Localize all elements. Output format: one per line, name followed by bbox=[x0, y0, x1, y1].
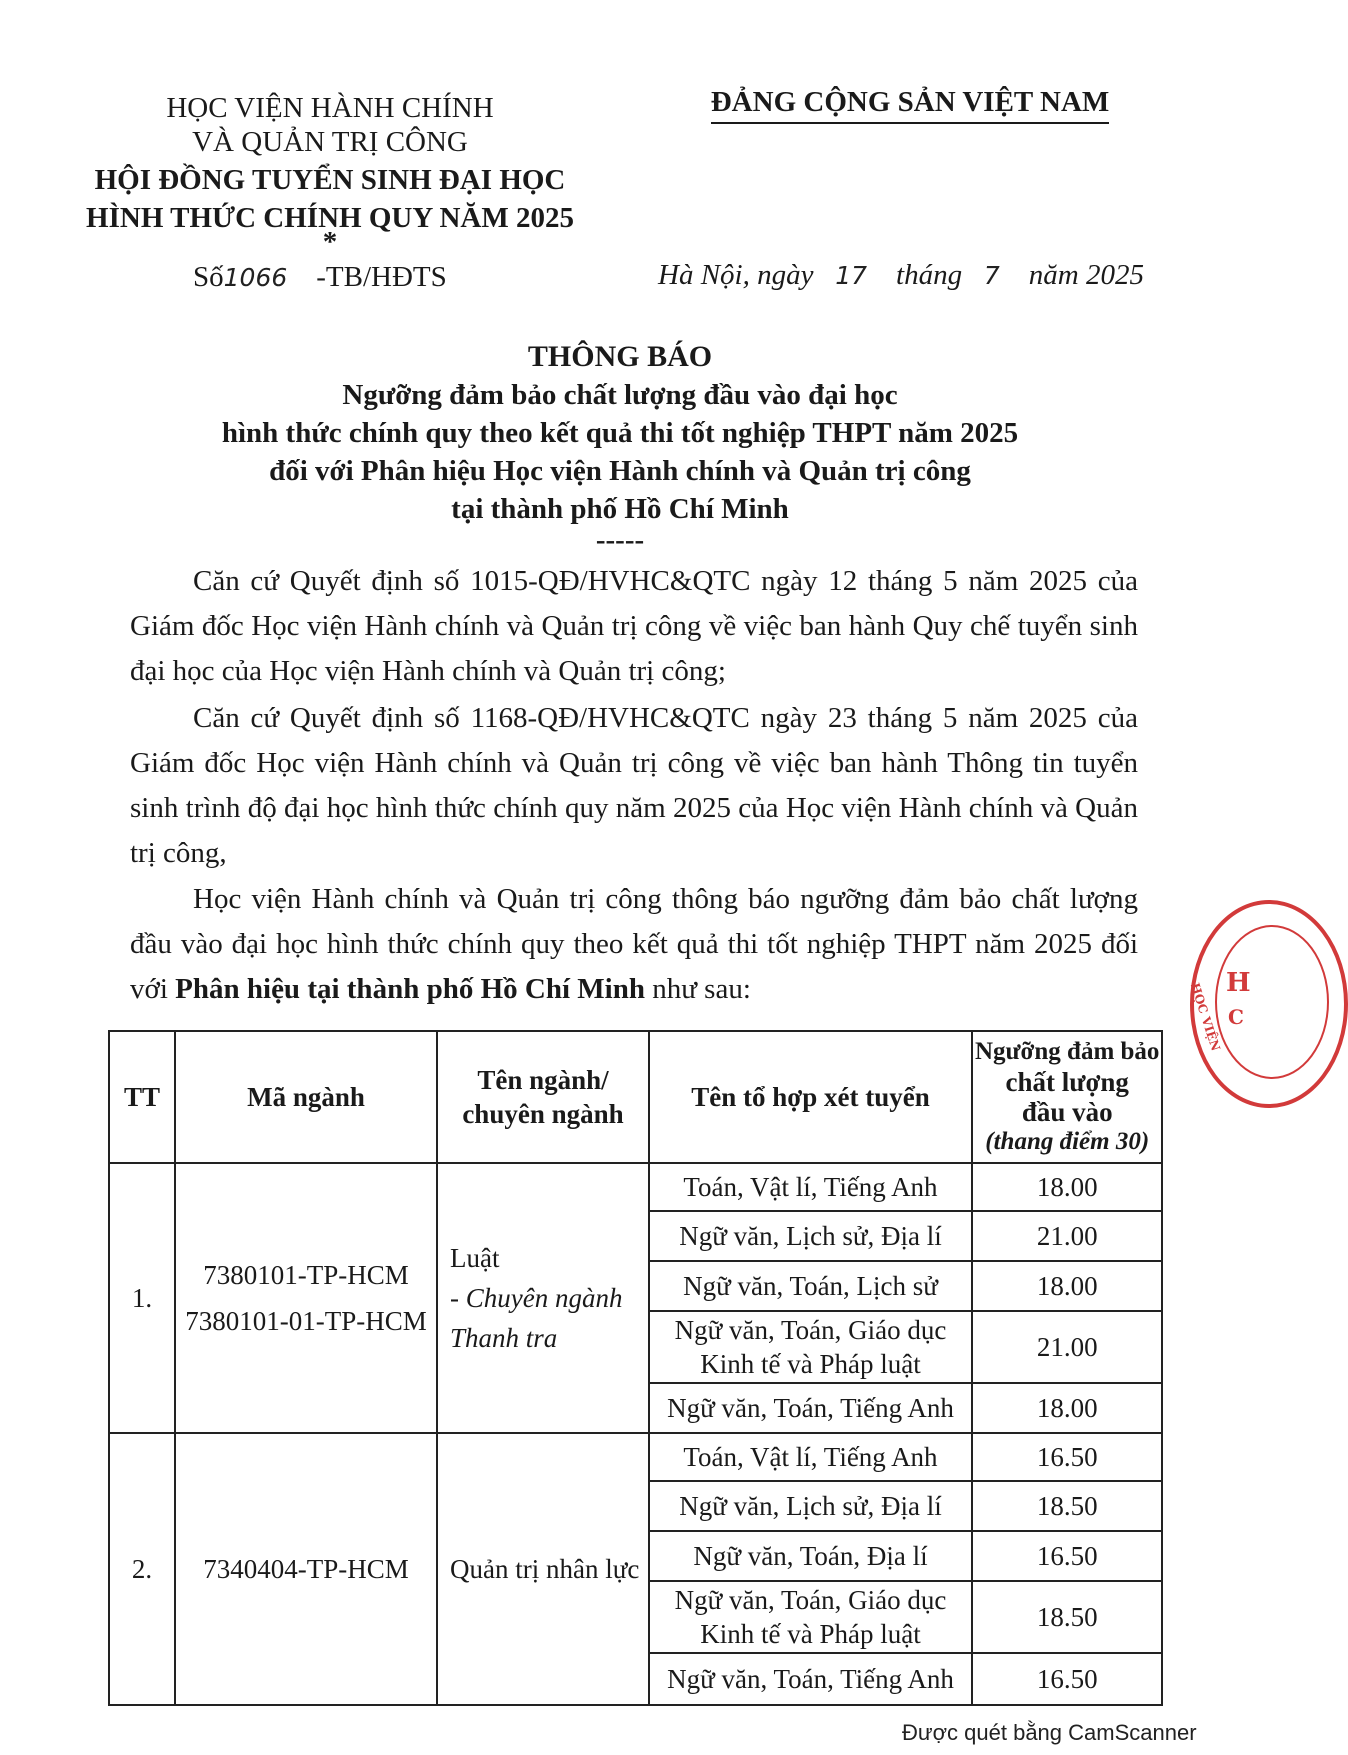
org-line-1: HỌC VIỆN HÀNH CHÍNH bbox=[166, 92, 494, 124]
date-line bbox=[658, 255, 1144, 296]
score-cell: 18.00 bbox=[972, 1163, 1162, 1211]
header-ma-nganh: Mã ngành bbox=[175, 1031, 437, 1163]
table-row bbox=[109, 1163, 1162, 1211]
group-1-name bbox=[437, 1163, 649, 1433]
combo-cell bbox=[649, 1581, 972, 1653]
notice-subtitle-3: đối với Phân hiệu Học viện Hành chính và Quản trị công bbox=[269, 455, 971, 487]
group-2-code: 7340404-TP-HCM bbox=[175, 1433, 437, 1705]
paragraph-3-end: như sau: bbox=[652, 973, 751, 1005]
header-ten-nganh bbox=[437, 1031, 649, 1163]
month-label: tháng bbox=[896, 259, 963, 291]
group-2-tt: 2. bbox=[109, 1433, 175, 1705]
paragraph-1-text: Căn cứ Quyết định số 1015-QĐ/HVHC&QTC ngày 12 tháng 5 năm 2025 của Giám đốc Học viện Hành chính và Quản trị công về việc ban hành Quy chế tuyển sinh đại học của Học viện Hành chính và Quản trị công; bbox=[130, 565, 1138, 687]
threshold-table bbox=[108, 1030, 1163, 1706]
group-1-name-sub-1: - Chuyên ngành bbox=[450, 1283, 623, 1313]
header-ten-nganh-1: Tên ngành/ bbox=[477, 1065, 609, 1095]
score-cell: 21.00 bbox=[972, 1311, 1162, 1383]
document-number bbox=[193, 257, 447, 298]
combo-cell: Ngữ văn, Toán, Lịch sử bbox=[649, 1261, 972, 1311]
seal-letter-c: C bbox=[1228, 1005, 1244, 1029]
so-prefix: Số bbox=[193, 261, 224, 293]
group-2-name: Quản trị nhân lực bbox=[437, 1433, 649, 1705]
notice-subtitle-2: hình thức chính quy theo kết quả thi tốt nghiệp THPT năm 2025 bbox=[221, 417, 1019, 449]
group-1-name-main: Luật bbox=[450, 1243, 500, 1273]
header-nguong-4: (thang điểm 30) bbox=[985, 1128, 1150, 1155]
council-line-2: HÌNH THỨC CHÍNH QUY NĂM 2025 bbox=[86, 202, 574, 234]
red-seal-inner-ring bbox=[1215, 925, 1329, 1079]
group-1-codes bbox=[175, 1163, 437, 1433]
paragraph-2 bbox=[130, 696, 1138, 876]
notice-subtitle-1: Ngưỡng đảm bảo chất lượng đầu vào đại học bbox=[342, 379, 898, 411]
combo-cell: Ngữ văn, Toán, Tiếng Anh bbox=[649, 1653, 972, 1705]
paragraph-2-text: Căn cứ Quyết định số 1168-QĐ/HVHC&QTC ngày 23 tháng 5 năm 2025 của Giám đốc Học viện Hành chính và Quản trị công về việc ban hành Thông tin tuyển sinh trình độ đại học hình thức chính quy năm 2025 của Học viện Hành chính và Quản trị công, bbox=[130, 702, 1138, 869]
score-cell: 18.50 bbox=[972, 1581, 1162, 1653]
header-nguong-1: Ngưỡng đảm bảo bbox=[975, 1038, 1160, 1065]
so-number-handwritten: 1066 bbox=[223, 263, 288, 292]
date-place: Hà Nội, ngày bbox=[658, 259, 814, 291]
council-line-1: HỘI ĐỒNG TUYỂN SINH ĐẠI HỌC bbox=[94, 164, 566, 196]
party-name: ĐẢNG CỘNG SẢN VIỆT NAM bbox=[711, 84, 1110, 124]
header-ten-nganh-2: chuyên ngành bbox=[462, 1099, 624, 1129]
header-nguong bbox=[972, 1031, 1162, 1163]
year-label: năm 2025 bbox=[1028, 259, 1144, 291]
seal-letter-h: H bbox=[1226, 968, 1251, 998]
table-row bbox=[109, 1433, 1162, 1481]
group-1-code-1: 7380101-TP-HCM bbox=[203, 1260, 409, 1290]
so-suffix: -TB/HĐTS bbox=[316, 261, 447, 293]
notice-title: THÔNG BÁO bbox=[527, 340, 713, 373]
header-to-hop: Tên tổ hợp xét tuyển bbox=[649, 1031, 972, 1163]
notice-subtitle-4: tại thành phố Hồ Chí Minh bbox=[451, 493, 789, 525]
camscanner-footer: Được quét bằng CamScanner bbox=[902, 1720, 1197, 1745]
paragraph-3 bbox=[130, 877, 1138, 1012]
score-cell: 21.00 bbox=[972, 1211, 1162, 1261]
combo-cell bbox=[649, 1311, 972, 1383]
day-handwritten: 17 bbox=[835, 261, 868, 290]
group-1-code-2: 7380101-01-TP-HCM bbox=[185, 1306, 427, 1336]
score-cell: 18.50 bbox=[972, 1481, 1162, 1531]
party-header bbox=[690, 84, 1130, 124]
score-cell: 16.50 bbox=[972, 1653, 1162, 1705]
paragraph-3-start: Học viện Hành chính và Quản trị công thông báo ngưỡng đảm bảo chất lượng đầu vào đại học hình thức chính quy theo kết quả thi tốt nghiệp THPT năm 2025 đối với bbox=[130, 883, 1138, 1005]
combo-cell: Toán, Vật lí, Tiếng Anh bbox=[649, 1433, 972, 1481]
paragraph-1 bbox=[130, 559, 1138, 694]
score-cell: 18.00 bbox=[972, 1261, 1162, 1311]
header-nguong-2: chất lượng bbox=[1005, 1067, 1129, 1097]
combo-cell: Ngữ văn, Lịch sử, Địa lí bbox=[649, 1211, 972, 1261]
org-header bbox=[60, 88, 600, 258]
combo-cell: Toán, Vật lí, Tiếng Anh bbox=[649, 1163, 972, 1211]
combo-cell: Ngữ văn, Toán, Tiếng Anh bbox=[649, 1383, 972, 1433]
combo-line-2: Kinh tế và Pháp luật bbox=[700, 1619, 921, 1649]
score-cell: 18.00 bbox=[972, 1383, 1162, 1433]
combo-cell: Ngữ văn, Toán, Địa lí bbox=[649, 1531, 972, 1581]
paragraph-3-bold: Phân hiệu tại thành phố Hồ Chí Minh bbox=[175, 973, 645, 1005]
score-cell: 16.50 bbox=[972, 1531, 1162, 1581]
star-mark: * bbox=[322, 226, 338, 258]
notice-title-block bbox=[100, 338, 1140, 556]
group-1-name-sub-2: Thanh tra bbox=[450, 1323, 558, 1353]
month-handwritten: 7 bbox=[983, 261, 1000, 290]
header-tt: TT bbox=[109, 1031, 175, 1163]
score-cell: 16.50 bbox=[972, 1433, 1162, 1481]
combo-line-1: Ngữ văn, Toán, Giáo dục bbox=[674, 1315, 947, 1345]
org-line-2: VÀ QUẢN TRỊ CÔNG bbox=[192, 126, 468, 158]
combo-line-1: Ngữ văn, Toán, Giáo dục bbox=[674, 1585, 947, 1615]
combo-cell: Ngữ văn, Lịch sử, Địa lí bbox=[649, 1481, 972, 1531]
seal-side-text: HỌC VIỆN bbox=[1187, 981, 1223, 1053]
group-1-tt: 1. bbox=[109, 1163, 175, 1433]
title-separator: ----- bbox=[595, 524, 645, 556]
combo-line-2: Kinh tế và Pháp luật bbox=[700, 1349, 921, 1379]
table-header-row bbox=[109, 1031, 1162, 1163]
header-nguong-3: đầu vào bbox=[1021, 1097, 1113, 1127]
